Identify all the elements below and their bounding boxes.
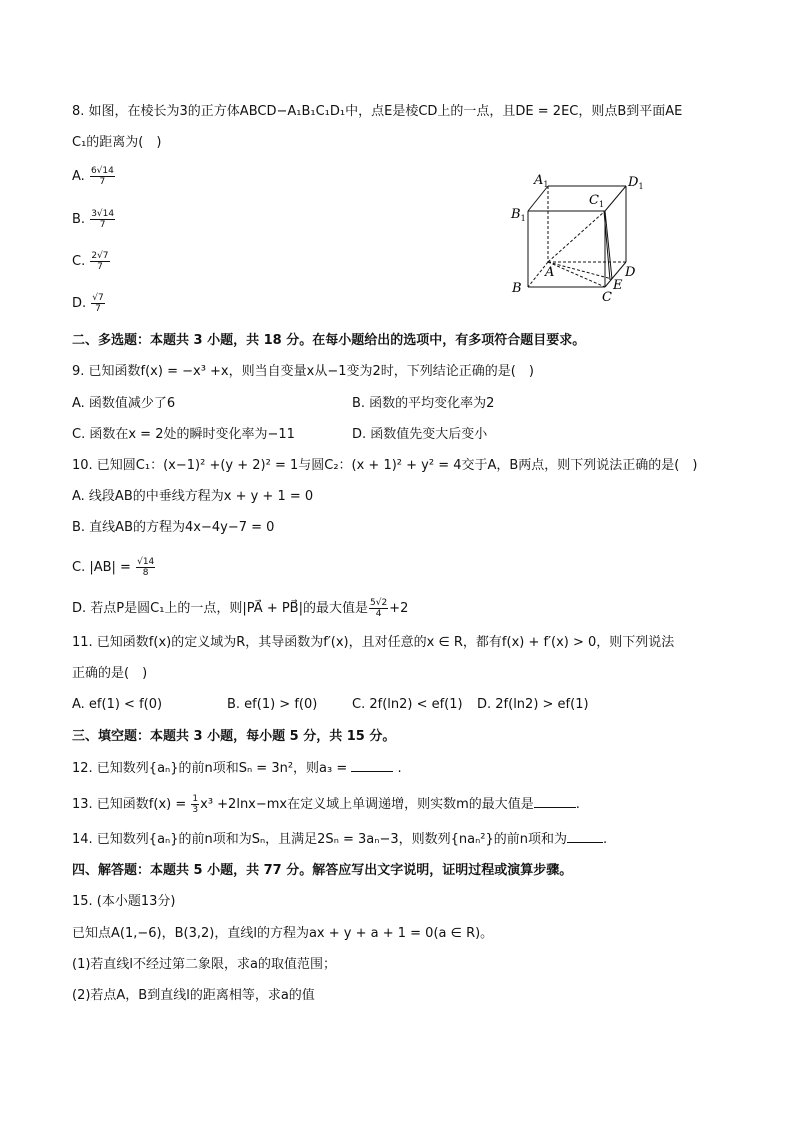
q8-option-b-numerator: 3√14	[91, 209, 115, 219]
q10-option-d-numerator: 5√2	[369, 598, 388, 608]
q13-fraction	[191, 794, 199, 815]
q8-option-a-numerator: 6√14	[90, 166, 114, 176]
q14-end: .	[602, 832, 608, 847]
q13-text-tail: x³ +2lnx−mx在定义域上单调递增，则实数m的最大值是	[200, 797, 534, 812]
q13-numerator: 1	[192, 794, 199, 804]
q10-option-a: A. 线段AB的中垂线方程为x + y + 1 = 0	[72, 489, 314, 504]
q10-option-c-fraction	[136, 557, 155, 578]
q8-option-c-denominator: 7	[97, 262, 103, 272]
q8-option-c-numerator: 2√7	[91, 251, 109, 261]
q10-option-c-numerator: √14	[137, 557, 155, 567]
q8-option-d	[72, 293, 106, 314]
q8-option-b-label: B.	[72, 212, 90, 227]
label-a: A	[545, 265, 555, 280]
q13-text: 13. 已知函数f(x) =	[72, 797, 191, 812]
label-d1: $D_1$	[628, 175, 644, 191]
edge-a-c1	[548, 211, 605, 262]
q13-denominator: 3	[192, 805, 199, 815]
q10-option-d-tail: +2	[389, 601, 409, 616]
q8-option-d-label: D.	[72, 296, 91, 311]
q8-option-a	[72, 166, 116, 187]
q12-end: .	[393, 761, 402, 776]
label-e: E	[613, 278, 623, 293]
q8-option-a-fraction	[90, 166, 115, 187]
q9-option-b: B. 函数的平均变化率为2	[352, 396, 495, 411]
q10-option-d	[72, 598, 408, 619]
q8-stem-line2: C₁的距离为( )	[72, 135, 162, 150]
q14-answer-blank[interactable]	[567, 830, 603, 843]
q13-end: .	[575, 797, 580, 812]
label-a1: $A_1$	[534, 173, 549, 189]
q14-line	[72, 830, 607, 849]
q9-stem: 9. 已知函数f(x) = −x³ +x，则当自变量x从−1变为2时，下列结论正确的是( )	[72, 364, 534, 379]
q11-option-c: C. 2f(ln2) < ef(1)	[352, 697, 463, 712]
q8-option-b-fraction	[90, 209, 115, 230]
label-d: D	[625, 265, 636, 280]
q11-stem-line1: 11. 已知函数f(x)的定义域为R，其导函数为f′(x)，且对任意的x ∈ R，都有f(x) + f′(x) > 0，则下列说法	[72, 635, 675, 650]
section-2-heading: 二、多选题：本题共 3 小题，共 18 分。在每小题给出的选项中，有多项符合题目要求。	[72, 333, 586, 348]
q15-given: 已知点A(1,−6)，B(3,2)，直线l的方程为ax + y + a + 1 = 0(a ∈ R)。	[72, 926, 494, 941]
q13-line	[72, 794, 580, 815]
q11-option-b: B. ef(1) > f(0)	[227, 697, 318, 712]
q8-option-c	[72, 251, 111, 272]
q9-option-a: A. 函数值减少了6	[72, 396, 176, 411]
q12-text: 12. 已知数列{aₙ}的前n项和Sₙ = 3n²，则a₃ =	[72, 761, 352, 776]
q11-stem-line2: 正确的是( )	[72, 666, 148, 681]
q14-text: 14. 已知数列{aₙ}的前n项和为Sₙ，且满足2Sₙ = 3aₙ−3，则数列{naₙ²}的前n项和为	[72, 832, 567, 847]
q11-option-a: A. ef(1) < f(0)	[72, 697, 163, 712]
q10-option-c	[72, 557, 156, 578]
q8-option-c-fraction	[90, 251, 109, 272]
q8-option-a-denominator: 7	[99, 177, 106, 187]
q8-option-b	[72, 209, 116, 230]
q10-option-c-text: C. |AB| =	[72, 560, 136, 575]
q8-stem-line1: 8. 如图，在棱长为3的正方体ABCD−A₁B₁C₁D₁中，点E是棱CD上的一点，且DE = 2EC，则点B到平面AE	[72, 104, 683, 119]
q15-part-2: (2)若点A，B到直线l的距离相等，求a的值	[72, 988, 315, 1003]
cube-figure	[500, 168, 660, 308]
q13-answer-blank[interactable]	[534, 795, 576, 808]
q10-option-d-text: D. 若点P是圆C₁上的一点，则|PA⃗ + PB⃗|的最大值是	[72, 601, 368, 616]
q15-part-1: (1)若直线l不经过第二象限，求a的取值范围；	[72, 957, 336, 972]
q12-line	[72, 759, 402, 778]
section-4-heading: 四、解答题：本题共 5 小题，共 77 分。解答应写出文字说明，证明过程或演算步骤。	[72, 863, 573, 878]
section-3-heading: 三、填空题：本题共 3 小题，每小题 5 分，共 15 分。	[72, 729, 396, 744]
q8-option-b-denominator: 7	[99, 220, 106, 230]
q9-option-d: D. 函数值先变大后变小	[352, 427, 488, 442]
label-c: C	[602, 290, 612, 305]
q10-option-b: B. 直线AB的方程为4x−4y−7 = 0	[72, 520, 275, 535]
q15-heading: 15. (本小题13分)	[72, 894, 176, 909]
q8-option-d-fraction	[91, 293, 104, 314]
edge-b1-a1	[528, 186, 548, 211]
edge-c1-e	[605, 211, 612, 279]
q8-option-d-numerator: √7	[92, 293, 104, 303]
q11-option-d: D. 2f(ln2) > ef(1)	[477, 697, 589, 712]
q10-option-c-denominator: 8	[142, 568, 149, 578]
q8-option-a-label: A.	[72, 169, 89, 184]
label-b: B	[512, 281, 522, 296]
q12-answer-blank[interactable]	[351, 759, 393, 772]
q8-option-c-label: C.	[72, 254, 90, 269]
q10-option-d-fraction	[369, 598, 388, 619]
label-c1: $C_1$	[589, 193, 605, 209]
q9-option-c: C. 函数在x = 2处的瞬时变化率为−11	[72, 427, 295, 442]
edge-c1-d1	[605, 186, 626, 211]
q8-option-d-denominator: 7	[95, 304, 101, 314]
q10-option-d-denominator: 4	[375, 609, 382, 619]
label-b1: $B_1$	[511, 207, 526, 223]
q10-stem: 10. 已知圆C₁：(x−1)² +(y + 2)² = 1与圆C₂：(x + 1)² + y² = 4交于A，B两点，则下列说法正确的是( )	[72, 458, 698, 473]
